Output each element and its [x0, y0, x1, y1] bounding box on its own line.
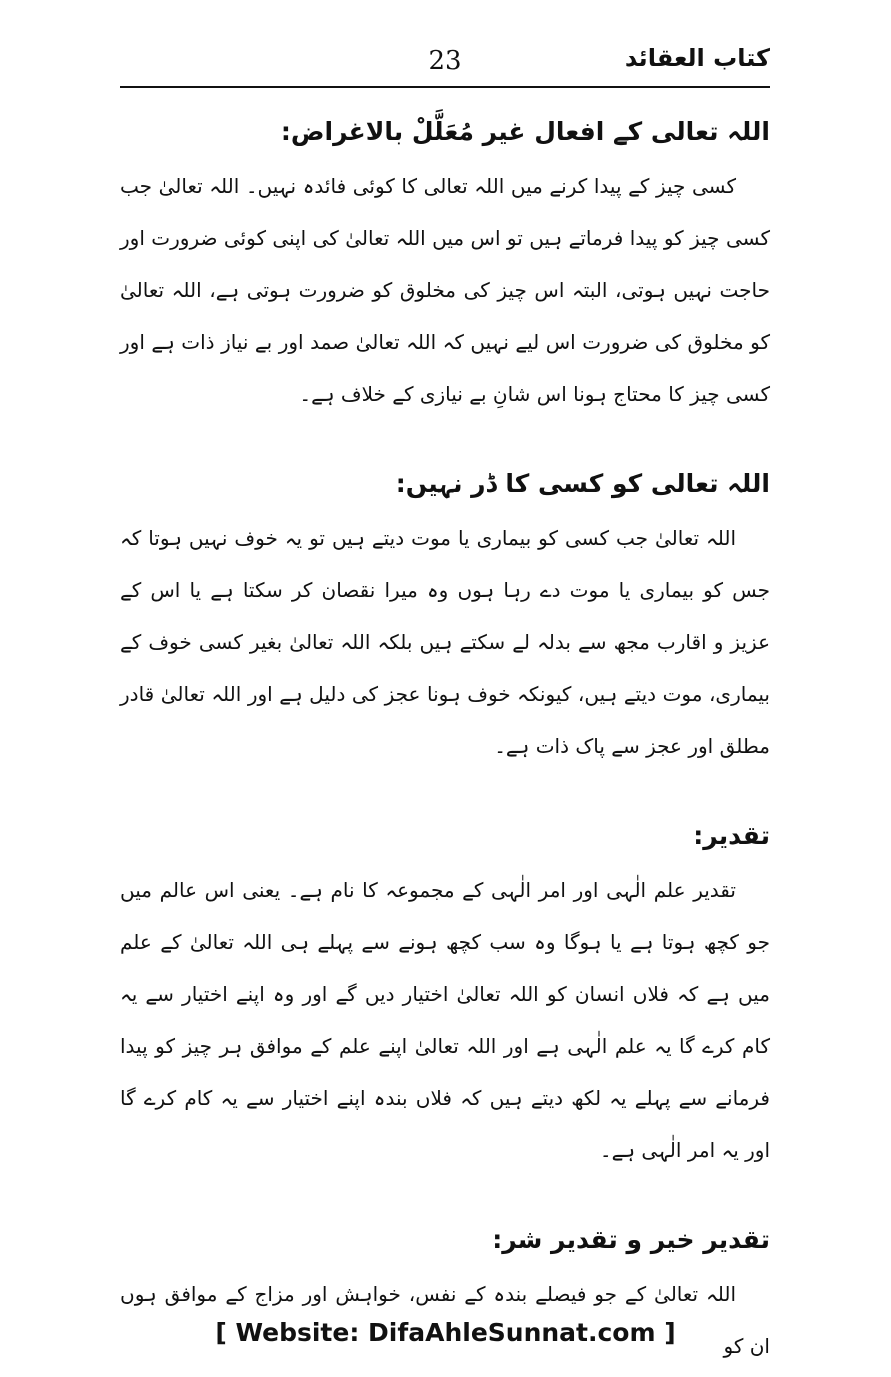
page-header [120, 40, 770, 88]
section-paragraph: اللہ تعالیٰ کے جو فیصلے بندہ کے نفس، خواہش اور مزاج کے موافق ہوں ان کو [120, 1282, 770, 1358]
section-dar [120, 456, 770, 772]
page-content [120, 104, 770, 1372]
section-taqdeer [120, 808, 770, 1176]
section-paragraph: تقدیر علم الٰہی اور امر الٰہی کے مجموعہ کا نام ہے۔ یعنی اس عالم میں جو کچھ ہوتا ہے یا ہوگا وہ سب کچھ ہونے سے پہلے ہی اللہ تعالیٰ کے علم میں ہے کہ فلاں انسان کو اللہ تعالیٰ اختیار دیں گے اور وہ اپنے اختیار سے یہ کام کرے گا یہ علم الٰہی ہے اور اللہ تعالیٰ اپنے علم کے موافق ہر چیز کو پیدا فرمانے سے پہلے یہ لکھ دیتے ہیں کہ فلاں بندہ اپنے اختیار سے یہ کام کرے گا اور یہ امر الٰہی ہے۔ [120, 878, 770, 1162]
section-heading: اللہ تعالی کے افعال غیر مُعَلَّلْ بالاغراض: [280, 117, 770, 146]
section-heading: اللہ تعالی کو کسی کا ڈر نہیں: [395, 469, 770, 498]
book-title: کتاب العقائد [624, 44, 770, 72]
website-footer: [ Website: DifaAhleSunnat.com ] [215, 1318, 676, 1347]
page-number: 23 [428, 46, 462, 76]
section-heading: تقدیر: [693, 821, 770, 850]
section-afaal [120, 104, 770, 420]
section-heading: تقدیر خیر و تقدیر شر: [492, 1225, 770, 1254]
section-paragraph: اللہ تعالیٰ جب کسی کو بیماری یا موت دیتے ہیں تو یہ خوف نہیں ہوتا کہ جس کو بیماری یا موت دے رہا ہوں وہ میرا نقصان کر سکتا ہے یا اس کے عزیز و اقارب مجھ سے بدلہ لے سکتے ہیں بلکہ اللہ تعالیٰ بغیر کسی خوف کے بیماری، موت دیتے ہیں، کیونکہ خوف ہونا عجز کی دلیل ہے اور اللہ تعالیٰ قادر مطلق اور عجز سے پاک ذات ہے۔ [120, 526, 770, 758]
section-paragraph: کسی چیز کے پیدا کرنے میں اللہ تعالی کا کوئی فائدہ نہیں۔ اللہ تعالیٰ جب کسی چیز کو پیدا فرماتے ہیں تو اس میں اللہ تعالیٰ کی اپنی کوئی ضرورت اور حاجت نہیں ہوتی، البتہ اس چیز کی مخلوق کو ضرورت ہوتی ہے، اللہ تعالیٰ کو مخلوق کی ضرورت اس لیے نہیں کہ اللہ تعالیٰ صمد اور بے نیاز ذات ہے اور کسی چیز کا محتاج ہونا اس شانِ بے نیازی کے خلاف ہے۔ [120, 174, 770, 406]
section-khair-shar [120, 1212, 770, 1372]
